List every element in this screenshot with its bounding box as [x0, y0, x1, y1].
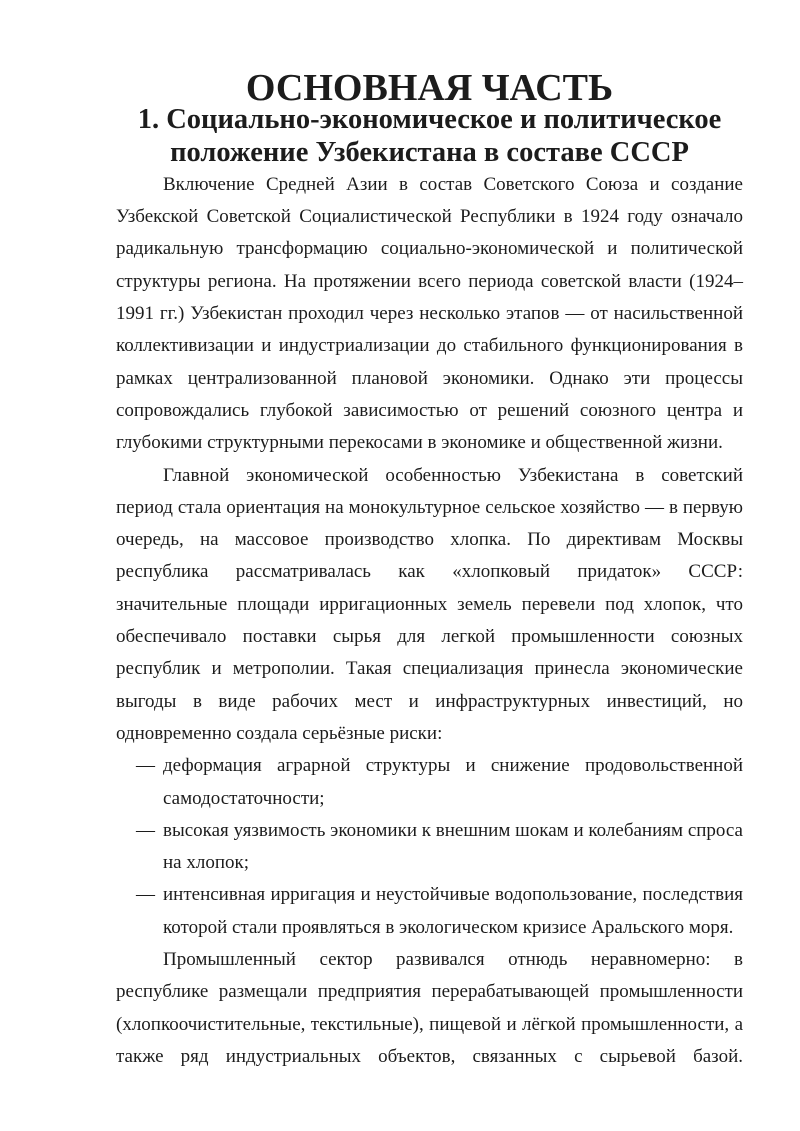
dash-marker: — — [136, 819, 155, 841]
list-item-text: интенсивная ирригация и неустойчивые водопользование, последствия которой стали проявляться в экологическом кризисе Аральского моря. — [163, 884, 743, 938]
risks-list — [116, 750, 743, 944]
paragraph-industry: Промышленный сектор развивался отнюдь неравномерно: в республике размещали предприятия перерабатывающей промышленности (хлопкоочистительные, текстильные), пищевой и лёгкой промышленности, а также ряд индустриальных объектов, связанных с сырьевой базой. — [116, 949, 743, 1067]
chapter-heading: 1. Социально-экономическое и политическое положение Узбекистана в составе СССР — [137, 104, 722, 168]
paragraph-economy: Главной экономической особенностью Узбекистана в советский период стала ориентация на монокультурное сельское хозяйство — в первую очередь, на массовое производство хлопка. По директивам Москвы республика рассматривалась как «хлопковый придаток» СССР: значительные площади ирригационных земель перевели под хлопок, что обеспечивало поставки сырья для легкой промышленности союзных республик и метрополии. Такая специализация принесла экономические выгоды в виде рабочих мест и инфраструктурных инвестиций, но одновременно создала серьёзные риски: — [116, 464, 743, 744]
list-item-text: высокая уязвимость экономики к внешним шокам и колебаниям спроса на хлопок; — [163, 819, 743, 874]
list-item — [136, 815, 743, 880]
dash-marker: — — [136, 755, 155, 777]
list-item — [136, 750, 743, 815]
section-heading: ОСНОВНАЯ ЧАСТЬ — [245, 67, 614, 109]
paragraph-intro: Включение Средней Азии в состав Советского Союза и создание Узбекской Советской Социалистической Республики в 1924 году означало радикальную трансформацию социально-экономической и политической структуры региона. На протяжении всего периода советской власти (1924–1991 гг.) Узбекистан проходил через несколько этапов — от насильственной коллективизации и индустриализации до стабильного функционирования в рамках централизованной плановой экономики. Однако эти процессы сопровождались глубокой зависимостью от решений союзного центра и глубокими структурными перекосами в экономике и общественной жизни. — [116, 173, 743, 454]
list-item — [136, 879, 743, 944]
dash-marker: — — [136, 884, 155, 906]
list-item-text: деформация аграрной структуры и снижение продовольственной самодостаточности; — [163, 755, 743, 809]
